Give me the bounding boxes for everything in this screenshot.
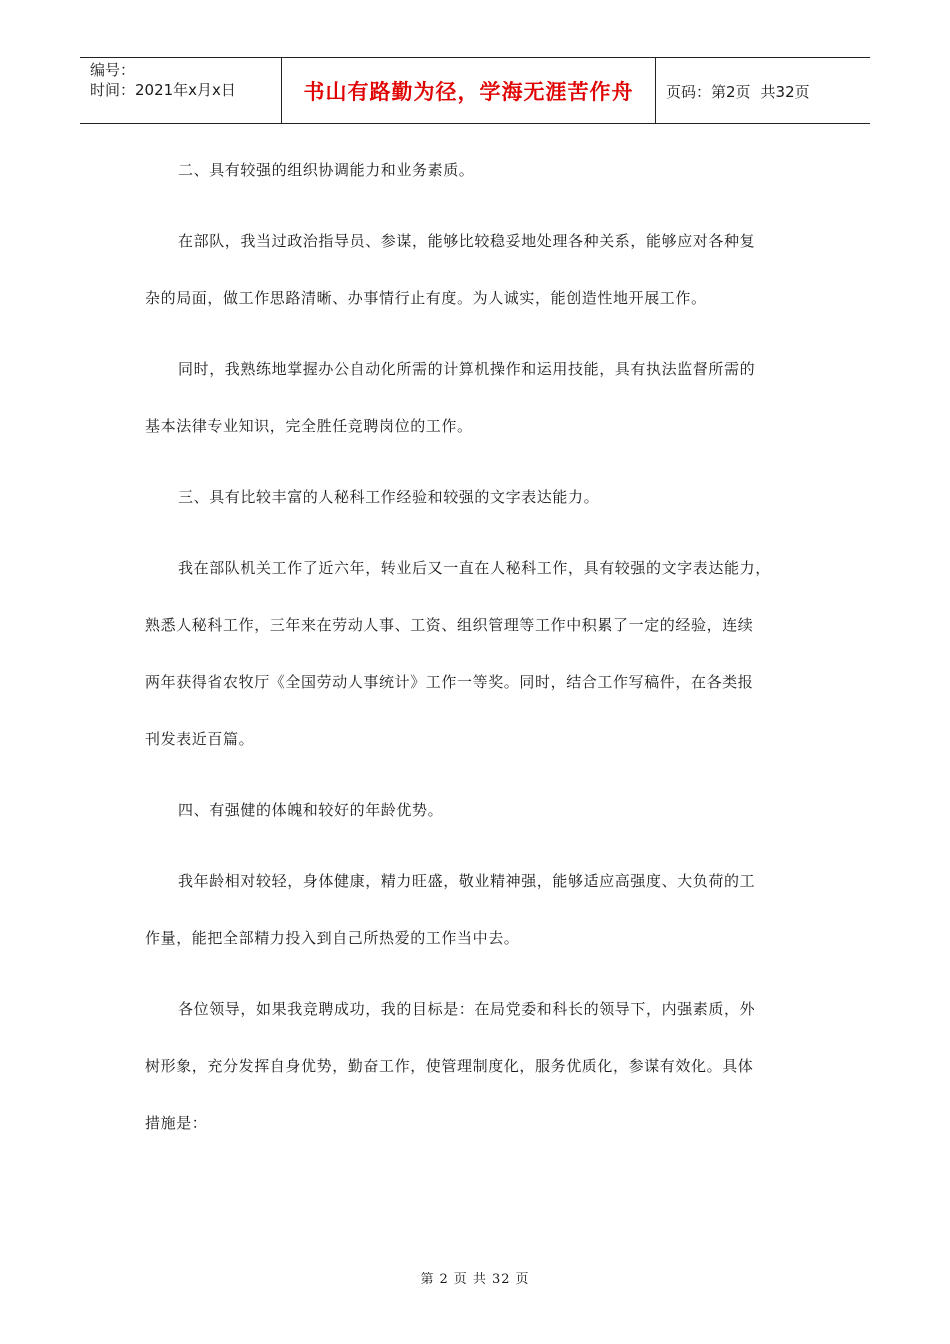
footer-page-number: 2 bbox=[439, 1272, 449, 1287]
paragraph bbox=[145, 853, 810, 967]
paragraph bbox=[145, 782, 810, 839]
paragraph-line: 刊发表近百篇。 bbox=[145, 730, 255, 748]
paragraph-line: 树形象，充分发挥自身优势，勤奋工作，使管理制度化，服务优质化，参谋有效化。具体 bbox=[145, 1057, 754, 1075]
time-label: 时间：2021年x月x日 bbox=[90, 81, 236, 99]
footer-middle: 页 共 bbox=[453, 1272, 487, 1287]
footer-suffix: 页 bbox=[515, 1272, 530, 1287]
paragraph-line: 三、具有比较丰富的人秘科工作经验和较强的文字表达能力。 bbox=[178, 488, 600, 506]
page-header bbox=[80, 57, 870, 124]
header-divider bbox=[655, 58, 656, 124]
paragraph-line: 各位领导，如果我竞聘成功，我的目标是：在局党委和科长的领导下，内强素质，外 bbox=[178, 1000, 756, 1018]
paragraph-line: 基本法律专业知识，完全胜任竞聘岗位的工作。 bbox=[145, 417, 473, 435]
header-meta bbox=[90, 60, 236, 100]
paragraph-line: 我在部队机关工作了近六年，转业后又一直在人秘科工作，具有较强的文字表达能力， bbox=[178, 559, 771, 577]
paragraph-line: 四、有强健的体魄和较好的年龄优势。 bbox=[178, 801, 444, 819]
paragraph bbox=[145, 213, 810, 327]
paragraph bbox=[145, 540, 810, 768]
page-footer bbox=[0, 1268, 950, 1287]
paragraph-line: 同时，我熟练地掌握办公自动化所需的计算机操作和运用技能，具有执法监督所需的 bbox=[178, 360, 756, 378]
paragraph-line: 在部队，我当过政治指导员、参谋，能够比较稳妥地处理各种关系，能够应对各种复 bbox=[178, 232, 756, 250]
header-page-current: 页码：第2页 bbox=[666, 82, 751, 101]
paragraph-line: 二、具有较强的组织协调能力和业务素质。 bbox=[178, 161, 475, 179]
header-motto: 书山有路勤为径，学海无涯苦作舟 bbox=[303, 80, 634, 104]
header-page-info bbox=[666, 58, 810, 124]
header-page-total: 共32页 bbox=[760, 82, 810, 101]
footer-total-pages: 32 bbox=[491, 1272, 511, 1287]
paragraph-line: 熟悉人秘科工作，三年来在劳动人事、工资、组织管理等工作中积累了一定的经验，连续 bbox=[145, 616, 754, 634]
paragraph bbox=[145, 142, 810, 199]
paragraph bbox=[145, 469, 810, 526]
paragraph-line: 杂的局面，做工作思路清晰、办事情行止有度。为人诚实，能创造性地开展工作。 bbox=[145, 289, 707, 307]
paragraph bbox=[145, 341, 810, 455]
footer-prefix: 第 bbox=[420, 1272, 435, 1287]
paragraph-line: 作量，能把全部精力投入到自己所热爱的工作当中去。 bbox=[145, 929, 520, 947]
paragraph-line: 两年获得省农牧厅《全国劳动人事统计》工作一等奖。同时，结合工作写稿件，在各类报 bbox=[145, 673, 754, 691]
paragraph-line: 我年龄相对较轻，身体健康，精力旺盛，敬业精神强，能够适应高强度、大负荷的工 bbox=[178, 872, 756, 890]
paragraph bbox=[145, 981, 810, 1152]
serial-label: 编号： bbox=[90, 61, 136, 79]
paragraph-line: 措施是： bbox=[145, 1114, 208, 1132]
